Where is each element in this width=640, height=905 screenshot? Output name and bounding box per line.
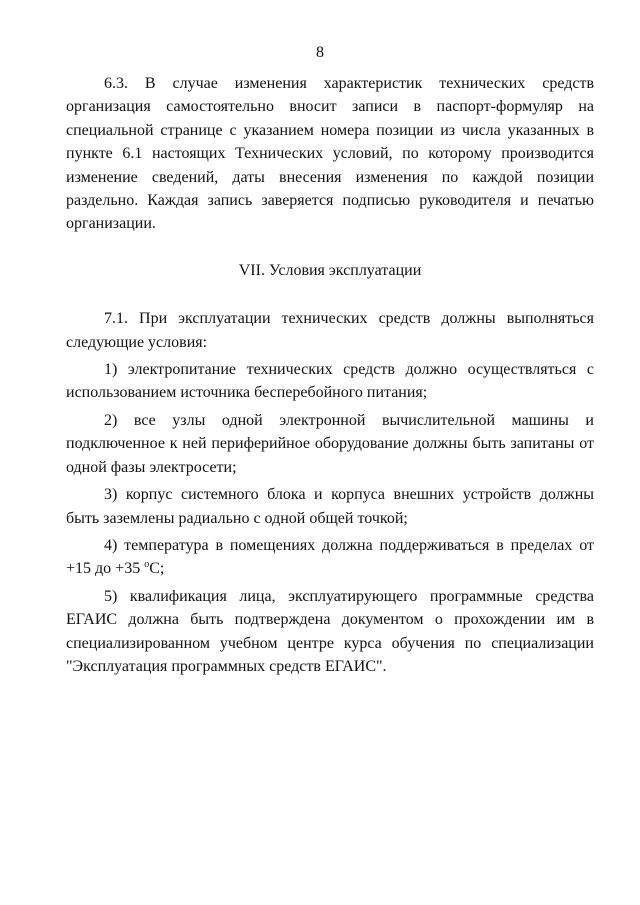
condition-item-3: 3) корпус системного блока и корпуса внешних устройств должны быть заземлены радиально с одной общей точкой; [66,486,594,527]
page-number: 8 [316,44,324,61]
degree-sign: o [144,559,150,571]
condition-item-4-unit: C; [149,560,165,578]
condition-item-5: 5) квалификация лица, эксплуатирующего программные средства ЕГАИС должна быть подтверждена документом о прохождении им в специализированном учебном центре курса обучения по специализации "Эксплуатация программных средств ЕГАИС". [66,587,594,675]
document-body [66,72,594,678]
condition-item-4 [66,534,594,581]
condition-item-4-text: 4) температура в помещениях должна поддерживаться в пределах от +15 до +35 [66,536,594,578]
paragraph-7-1: 7.1. При эксплуатации технических средств должны выполняться следующие условия: [66,310,594,351]
paragraph-6-3: 6.3. В случае изменения характеристик технических средств организация самостоятельно вносит записи в паспорт-формуляр на специальной странице с указанием номера позиции из числа указанных в пункте 6.1 настоящих Технических условий, по которому производится изменение сведений, даты внесения изменения по каждой позиции раздельно. Каждая запись заверяется подписью руководителя и печатью организации. [66,75,594,233]
condition-item-1: 1) электропитание технических средств должно осуществляться с использованием источника бесперебойного питания; [66,361,594,402]
section-heading-7: VII. Условия эксплуатации [238,261,422,279]
condition-item-2: 2) все узлы одной электронной вычислительной машины и подключенное к ней периферийное оборудование должны быть запитаны от одной фазы электросети; [66,411,594,476]
